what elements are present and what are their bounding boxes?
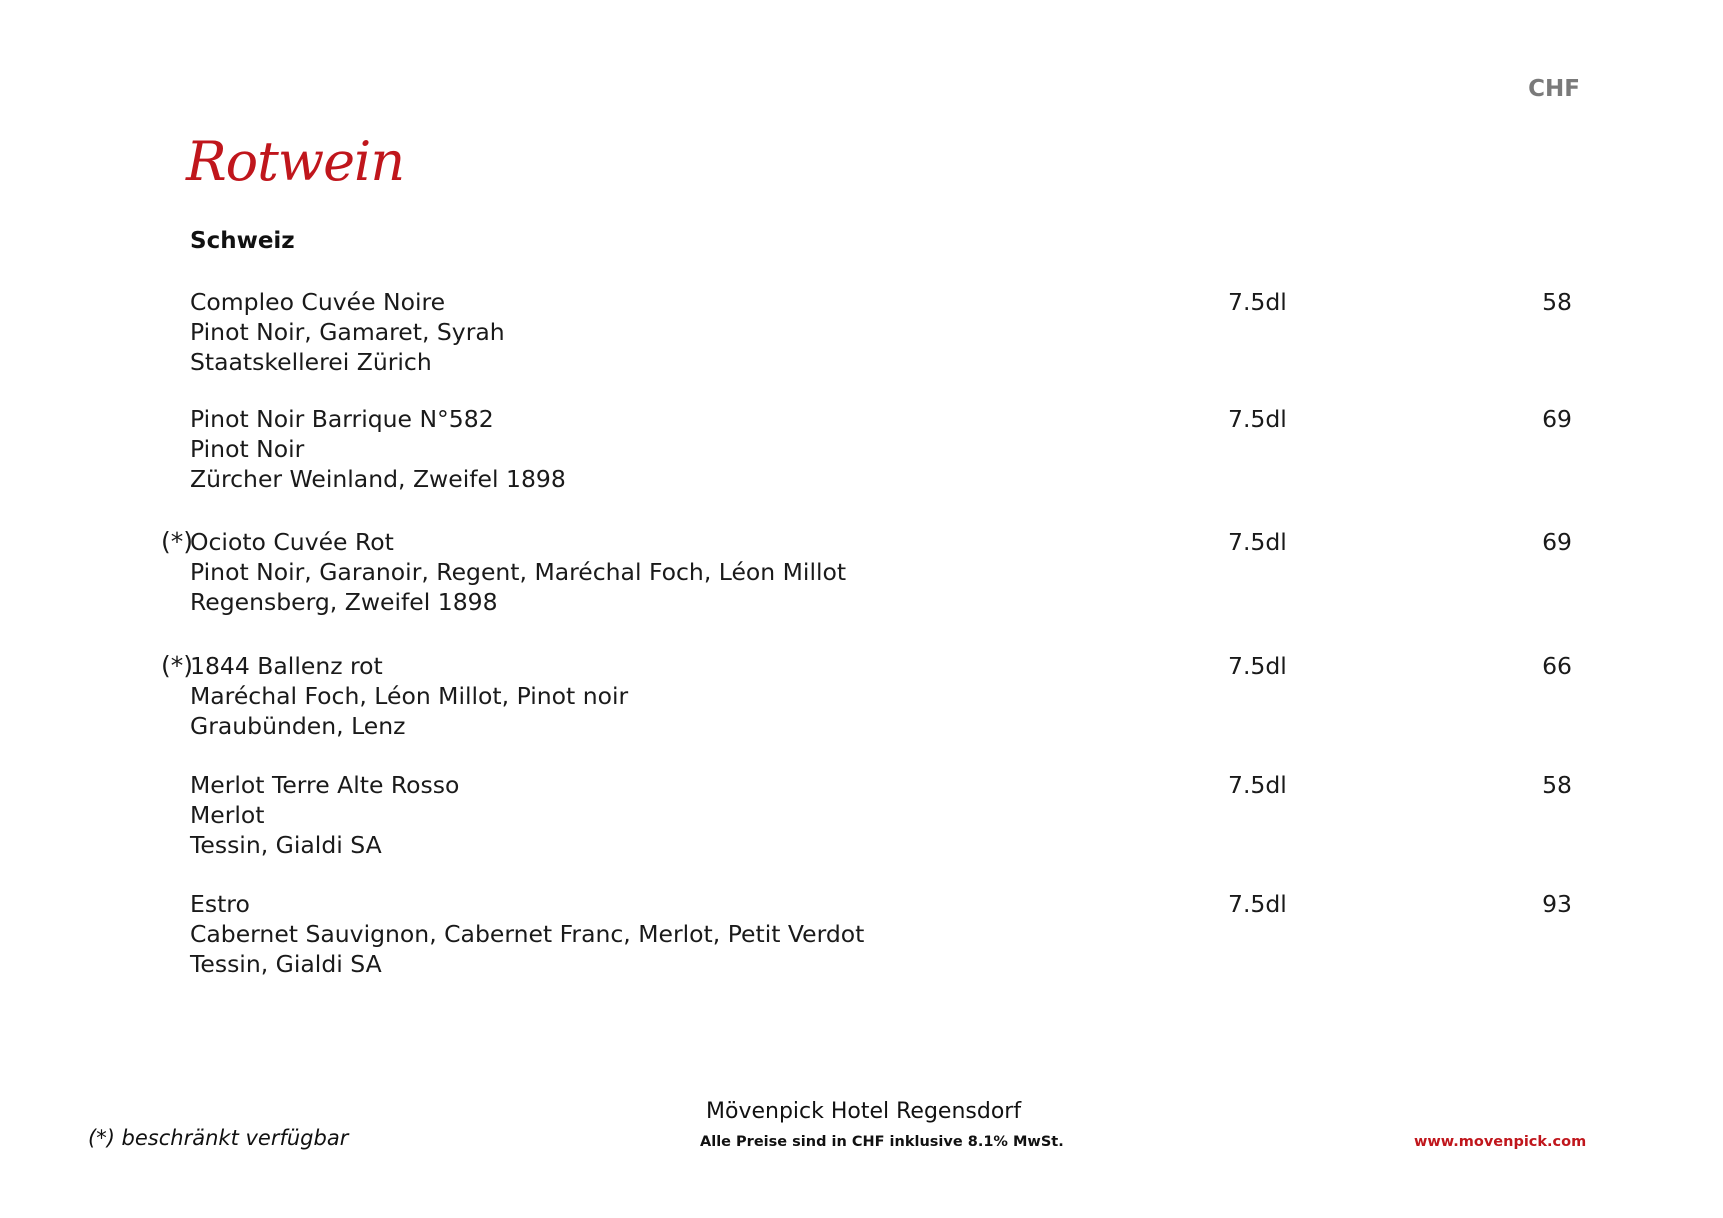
wine-grapes: Maréchal Foch, Léon Millot, Pinot noir (190, 682, 629, 710)
wine-grapes: Pinot Noir, Garanoir, Regent, Maréchal Foch, Léon Millot (190, 558, 847, 586)
limited-availability-marker: (*) (161, 527, 194, 556)
wine-grapes: Merlot (190, 801, 265, 829)
wine-price: 93 (1542, 890, 1572, 918)
website-link[interactable]: www.movenpick.com (1414, 1134, 1587, 1150)
wine-volume: 7.5dl (1228, 652, 1287, 680)
wine-producer: Graubünden, Lenz (190, 712, 406, 740)
wine-name: Pinot Noir Barrique N°582 (190, 405, 494, 433)
wine-producer: Staatskellerei Zürich (190, 348, 432, 376)
limited-availability-marker: (*) (161, 651, 194, 680)
price-note: Alle Preise sind in CHF inklusive 8.1% MwSt. (700, 1134, 1064, 1150)
wine-price: 58 (1542, 288, 1572, 316)
wine-grapes: Pinot Noir, Gamaret, Syrah (190, 318, 505, 346)
availability-footnote: (*) beschränkt verfügbar (88, 1126, 349, 1150)
region-heading: Schweiz (190, 228, 295, 254)
wine-price: 69 (1542, 405, 1572, 433)
wine-grapes: Cabernet Sauvignon, Cabernet Franc, Merlot, Petit Verdot (190, 920, 865, 948)
wine-name: Estro (190, 890, 250, 918)
wine-producer: Zürcher Weinland, Zweifel 1898 (190, 465, 566, 493)
wine-price: 66 (1542, 652, 1572, 680)
wine-producer: Regensberg, Zweifel 1898 (190, 588, 498, 616)
wine-volume: 7.5dl (1228, 890, 1287, 918)
wine-name: Merlot Terre Alte Rosso (190, 771, 460, 799)
wine-name: 1844 Ballenz rot (190, 652, 383, 680)
hotel-name: Mövenpick Hotel Regensdorf (706, 1099, 1022, 1124)
currency-label: CHF (1528, 76, 1580, 102)
wine-producer: Tessin, Gialdi SA (190, 950, 382, 978)
section-title: Rotwein (186, 130, 405, 193)
wine-volume: 7.5dl (1228, 288, 1287, 316)
wine-producer: Tessin, Gialdi SA (190, 831, 382, 859)
wine-price: 69 (1542, 528, 1572, 556)
wine-volume: 7.5dl (1228, 405, 1287, 433)
wine-name: Compleo Cuvée Noire (190, 288, 446, 316)
wine-name: Ocioto Cuvée Rot (190, 528, 394, 556)
wine-volume: 7.5dl (1228, 528, 1287, 556)
wine-price: 58 (1542, 771, 1572, 799)
wine-volume: 7.5dl (1228, 771, 1287, 799)
wine-grapes: Pinot Noir (190, 435, 305, 463)
